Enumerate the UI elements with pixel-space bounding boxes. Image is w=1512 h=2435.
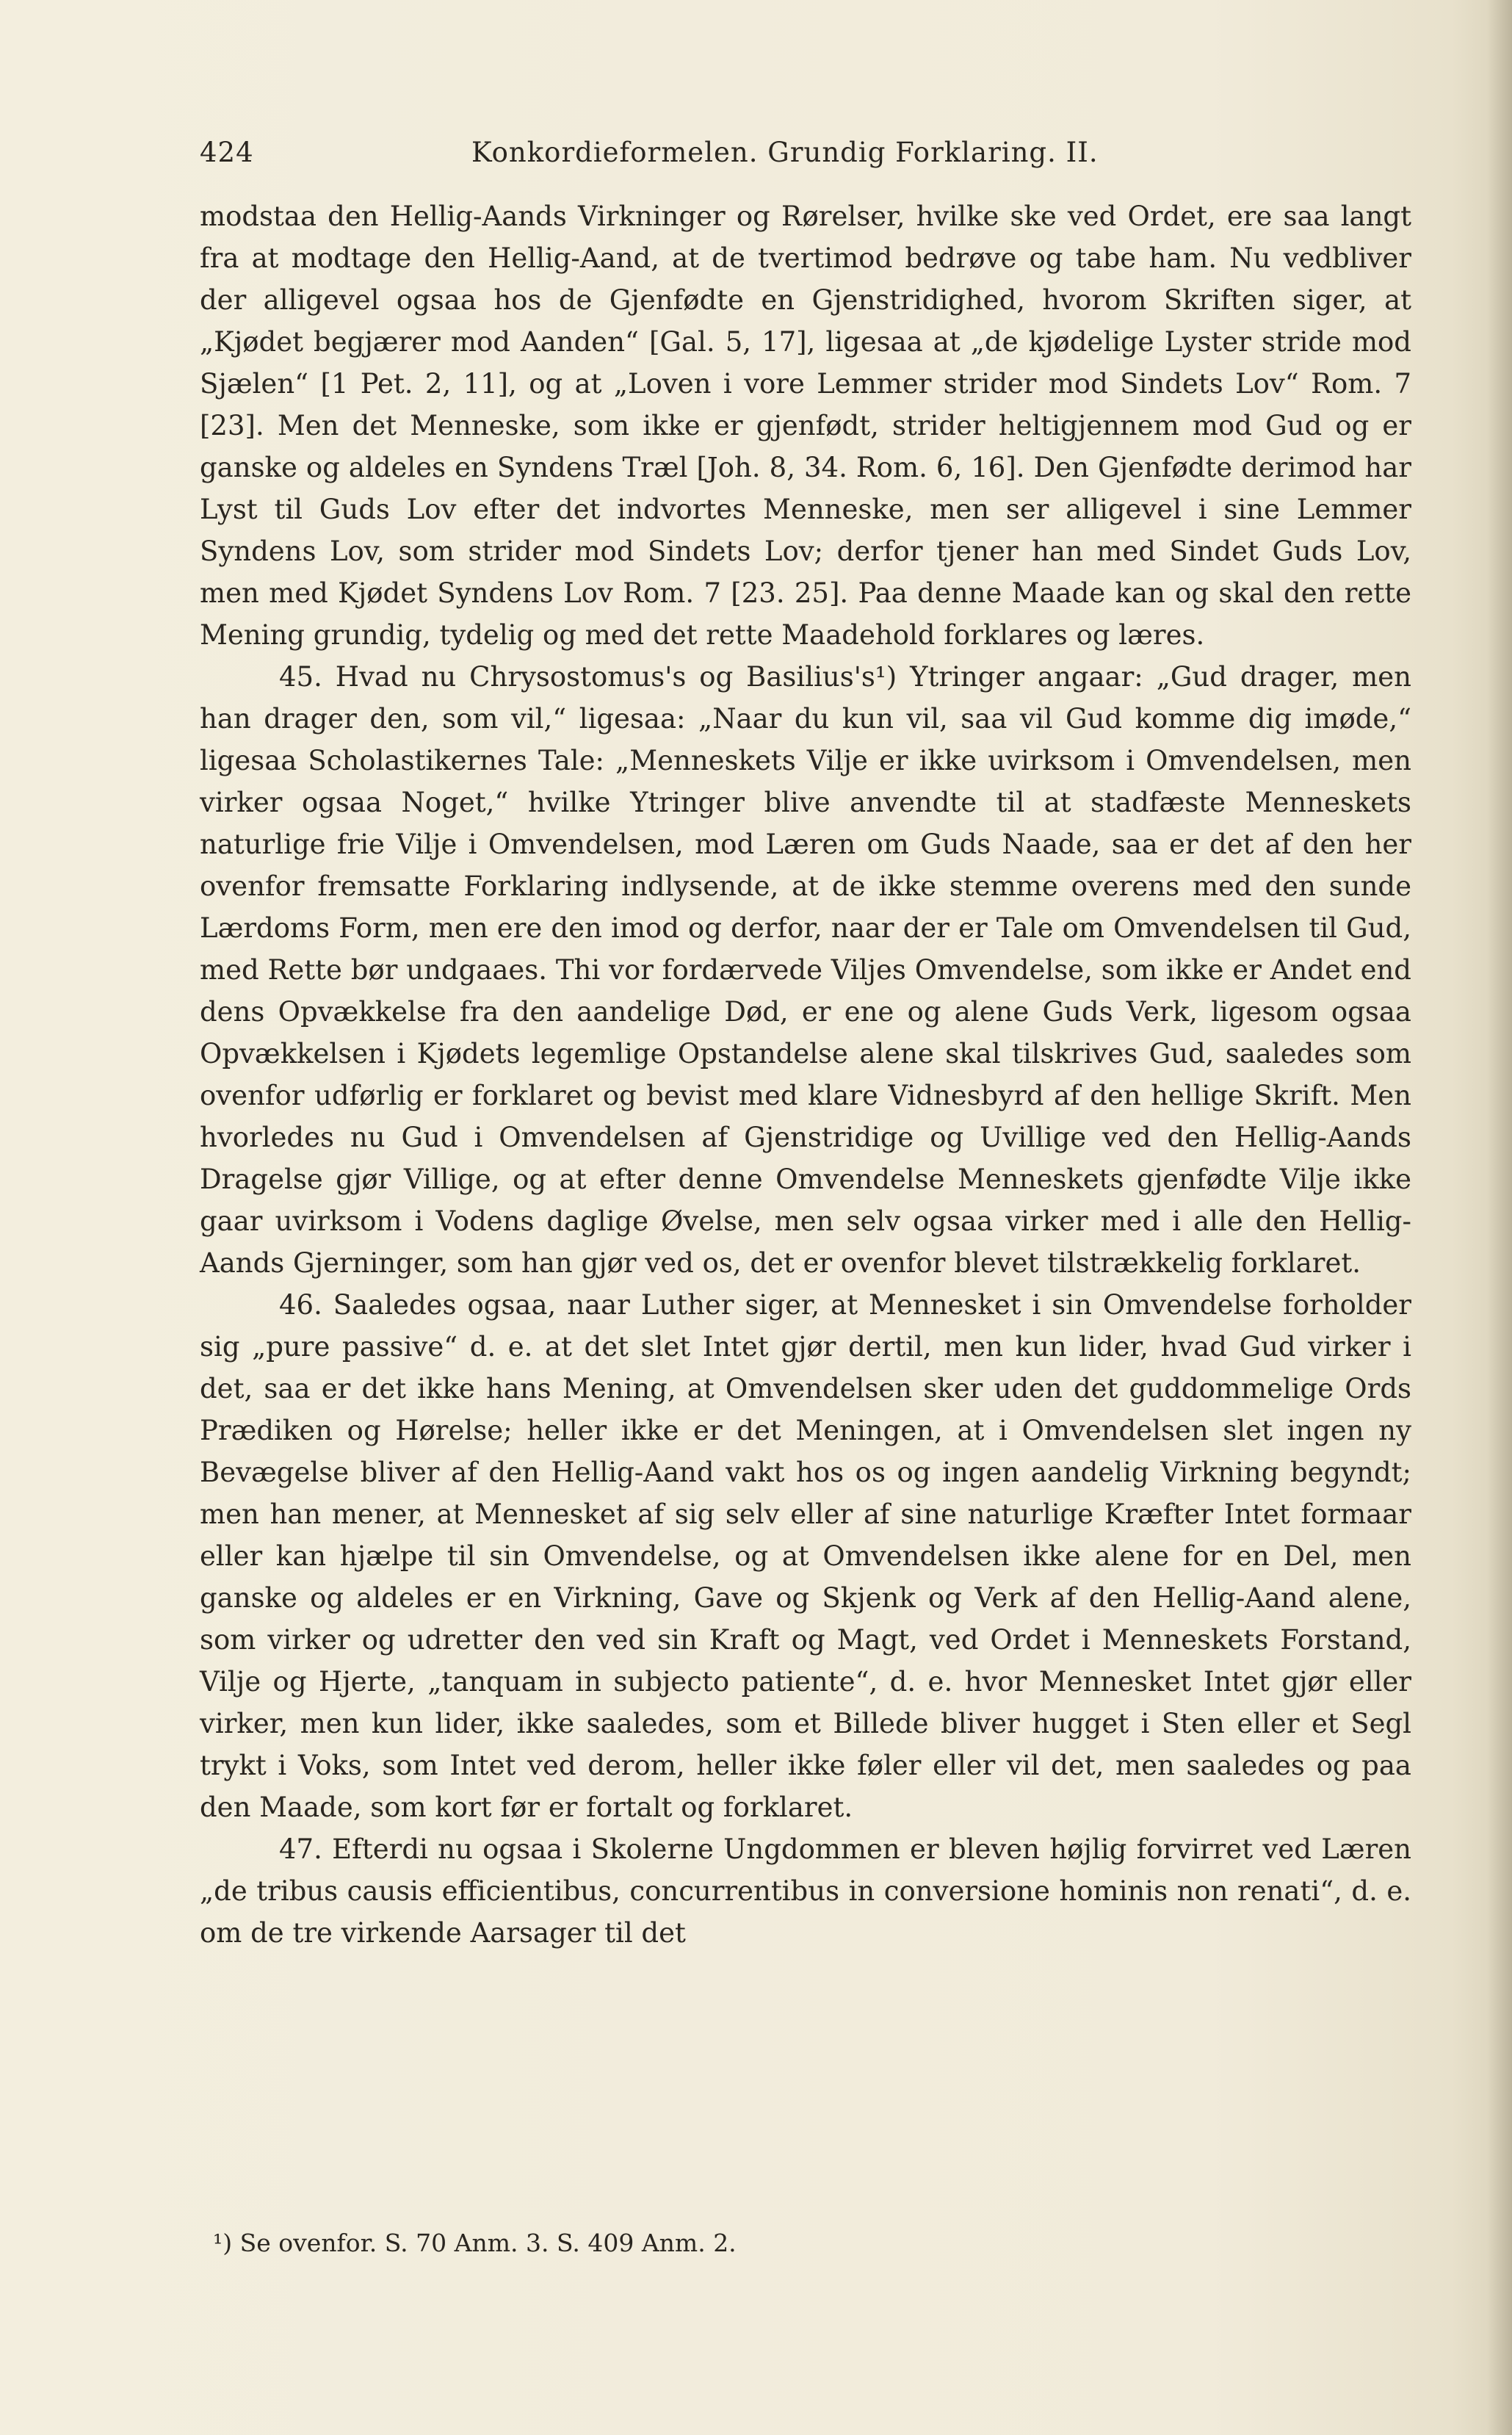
paragraph-45: 45. Hvad nu Chrysostomus's og Basilius's¹) Ytringer angaar: „Gud drager, men han drager den, som vil,“ ligesaa: „Naar du kun vil, saa vil Gud komme dig imøde,“ ligesaa Scholastikernes Tale: „Menneskets Vilje er ikke uvirksom i Omvendelsen, men virker ogsaa Noget,“ hvilke Ytringer blive anvendte til at stadfæste Menneskets naturlige frie Vilje i Omvendelsen, mod Læren om Guds Naade, saa er det af den her ovenfor fremsatte Forklaring indlysende, at de ikke stemme overens med den sunde Lærdoms Form, men ere den imod og derfor, naar der er Tale om Omvendelsen til Gud, med Rette bør undgaaes. Thi vor fordærvede Viljes Omvendelse, som ikke er Andet end dens Opvækkelse fra den aandelige Død, er ene og alene Guds Verk, ligesom ogsaa Opvækkelsen i Kjødets legemlige Opstandelse alene skal tilskrives Gud, saaledes som ovenfor udførlig er forklaret og bevist med klare Vidnesbyrd af den hellige Skrift. Men hvorledes nu Gud i Omvendelsen af Gjenstridige og Uvillige ved den Hellig-Aands Dragelse gjør Villige, og at efter denne Omvendelse Menneskets gjenfødte Vilje ikke gaar uvirksom i Vodens daglige Øvelse, men selv ogsaa virker med i alle den Hellig-Aands Gjerninger, som han gjør ved os, det er ovenfor blevet tilstrækkelig forklaret.	[200, 661, 1411, 1279]
running-title: Konkordieformelen. Grundig Forklaring. II.	[471, 137, 1099, 168]
paragraph-46: 46. Saaledes ogsaa, naar Luther siger, at Mennesket i sin Omvendelse forholder sig „pure passive“ d. e. at det slet Intet gjør dertil, men kun lider, hvad Gud virker i det, saa er det ikke hans Mening, at Omvendelsen sker uden det guddommelige Ords Prædiken og Hørelse; heller ikke er det Meningen, at i Omvendelsen slet ingen ny Bevægelse bliver af den Hellig-Aand vakt hos os og ingen aandelig Virkning begyndt; men han mener, at Mennesket af sig selv eller af sine naturlige Kræfter Intet formaar eller kan hjælpe til sin Omvendelse, og at Omvendelsen ikke alene for en Del, men ganske og aldeles er en Virkning, Gave og Skjenk og Verk af den Hellig-Aand alene, som virker og udretter den ved sin Kraft og Magt, ved Ordet i Menneskets Forstand, Vilje og Hjerte, „tanquam in subjecto patiente“, d. e. hvor Mennesket Intet gjør eller virker, men kun lider, ikke saaledes, som et Billede bliver hugget i Sten eller et Segl trykt i Voks, som Intet ved derom, heller ikke føler eller vil det, men saaledes og paa den Maade, som kort før er fortalt og forklaret.	[200, 1289, 1411, 1823]
body-text	[200, 195, 1411, 1954]
footnote: ¹) Se ovenfor. S. 70 Anm. 3. S. 409 Anm. 2.	[213, 2229, 737, 2257]
paragraph-continuation: modstaa den Hellig-Aands Virkninger og Rørelser, hvilke ske ved Ordet, ere saa langt fra at modtage den Hellig-Aand, at de tvertimod bedrøve og tabe ham. Nu vedbliver der alligevel ogsaa hos de Gjenfødte en Gjenstridighed, hvorom Skriften siger, at „Kjødet begjærer mod Aanden“ [Gal. 5, 17], ligesaa at „de kjødelige Lyster stride mod Sjælen“ [1 Pet. 2, 11], og at „Loven i vore Lemmer strider mod Sindets Lov“ Rom. 7 [23]. Men det Menneske, som ikke er gjenfødt, strider heltigjennem mod Gud og er ganske og aldeles en Syndens Træl [Joh. 8, 34. Rom. 6, 16]. Den Gjenfødte derimod har Lyst til Guds Lov efter det indvortes Menneske, men ser alligevel i sine Lemmer Syndens Lov, som strider mod Sindets Lov; derfor tjener han med Sindet Guds Lov, men med Kjødet Syndens Lov Rom. 7 [23. 25]. Paa denne Maade kan og skal den rette Mening grundig, tydelig og med det rette Maadehold forklares og læres.	[200, 201, 1411, 651]
page-number: 424	[200, 137, 254, 168]
page-edge-shadow	[1487, 0, 1512, 2435]
page-header	[200, 137, 1154, 173]
paragraph-47: 47. Efterdi nu ogsaa i Skolerne Ungdommen er bleven højlig forvirret ved Læren „de tribus causis efficientibus, concurrentibus in conversione hominis non renati“, d. e. om de tre virkende Aarsager til det	[200, 1833, 1411, 1949]
